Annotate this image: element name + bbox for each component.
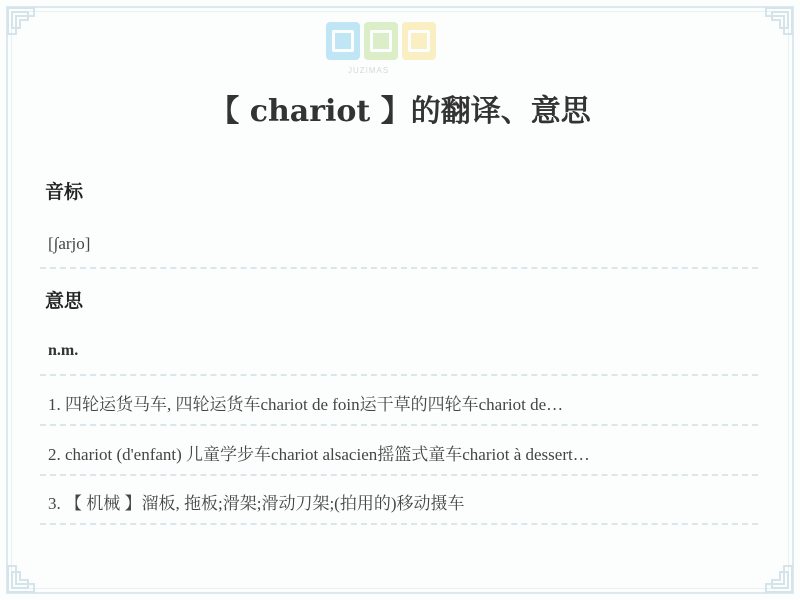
definition-item: 3. 【 机械 】溜板, 拖板;滑架;滑动刀架;(拍用的)移动摄车 bbox=[48, 494, 465, 513]
divider bbox=[40, 267, 758, 269]
divider bbox=[40, 523, 758, 525]
corner-ornament-icon bbox=[756, 4, 796, 44]
logo-subtext: JUZIMAS bbox=[348, 66, 390, 75]
phonetic-heading: 音标 bbox=[45, 181, 84, 203]
logo-block-icon bbox=[364, 22, 398, 60]
divider bbox=[40, 474, 758, 476]
meaning-heading: 意思 bbox=[45, 290, 84, 312]
site-logo-watermark bbox=[322, 18, 446, 82]
definition-item: 1. 四轮运货马车, 四轮运货车chariot de foin运干草的四轮车chariot de… bbox=[48, 395, 564, 414]
part-of-speech: n.m. bbox=[48, 342, 79, 359]
divider bbox=[40, 374, 758, 376]
corner-ornament-icon bbox=[4, 556, 44, 596]
corner-ornament-icon bbox=[756, 556, 796, 596]
logo-block-icon bbox=[402, 22, 436, 60]
corner-ornament-icon bbox=[4, 4, 44, 44]
definition-item: 2. chariot (d'enfant) 儿童学步车chariot alsacien摇篮式童车chariot à dessert… bbox=[48, 445, 590, 464]
logo-block-icon bbox=[326, 22, 360, 60]
divider bbox=[40, 424, 758, 426]
page-title: 【 chariot 】的翻译、意思 bbox=[209, 94, 591, 129]
phonetic-value: [∫arjo] bbox=[48, 234, 91, 253]
